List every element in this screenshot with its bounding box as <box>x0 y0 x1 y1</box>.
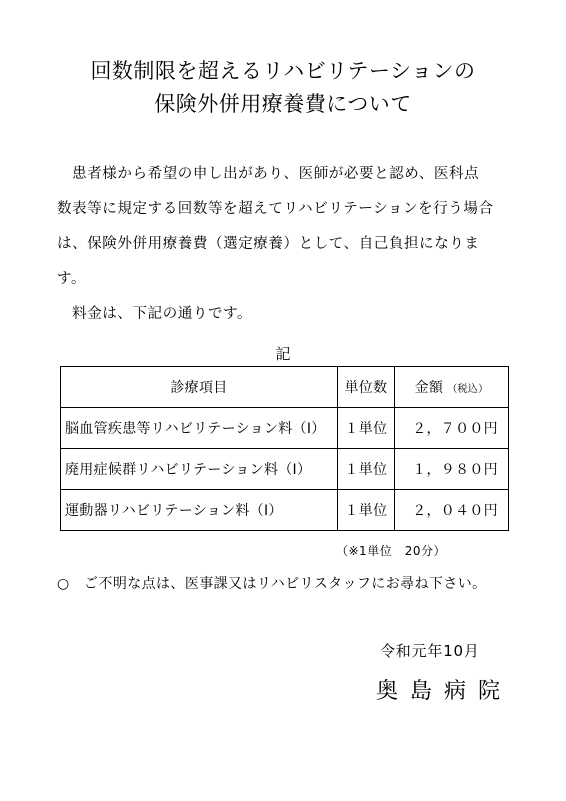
header-amount-label: 金額 <box>414 380 444 396</box>
intro-line: す。 <box>57 271 87 287</box>
table-row <box>61 408 509 449</box>
issue-date: 令和元年10月 <box>380 642 480 660</box>
title-line-1: 回数制限を超えるリハビリテーションの <box>90 59 476 83</box>
hospital-name: 奥島病院 <box>376 679 513 704</box>
header-amount <box>394 367 508 408</box>
header-amount-note: （税込） <box>447 384 489 395</box>
table-header-row <box>61 367 509 408</box>
row-unit: １単位 <box>337 449 394 490</box>
row-item: 運動器リハビリテーション料（Ⅰ） <box>61 490 338 531</box>
unit-note: （※1単位 20分） <box>336 544 446 558</box>
ki-heading: 記 <box>275 345 291 363</box>
header-item: 診療項目 <box>61 367 338 408</box>
row-unit: １単位 <box>337 408 394 449</box>
table-row <box>61 449 509 490</box>
row-amount: １，９８０円 <box>394 449 508 490</box>
intro-line: 数表等に規定する回数等を超えてリハビリテーションを行う場合 <box>57 201 494 217</box>
row-amount: ２，０４０円 <box>394 490 508 531</box>
row-unit: １単位 <box>337 490 394 531</box>
table-row <box>61 490 509 531</box>
intro-line: 患者様から希望の申し出があり、医師が必要と認め、医科点 <box>57 166 480 182</box>
row-item: 廃用症候群リハビリテーション料（Ⅰ） <box>61 449 338 490</box>
fee-paragraph: 料金は、下記の通りです。 <box>57 306 253 322</box>
fee-table <box>60 366 509 531</box>
intro-paragraph <box>57 165 519 305</box>
contact-notice: ○ ご不明な点は、医事課又はリハビリスタッフにお尋ね下さい。 <box>57 576 487 592</box>
row-item: 脳血管疾患等リハビリテーション料（Ⅰ） <box>61 408 338 449</box>
row-amount: ２，７００円 <box>394 408 508 449</box>
intro-line: は、保険外併用療養費（選定療養）として、自己負担になりま <box>57 236 480 252</box>
header-unit: 単位数 <box>337 367 394 408</box>
title-line-2: 保険外併用療養費について <box>154 92 412 116</box>
